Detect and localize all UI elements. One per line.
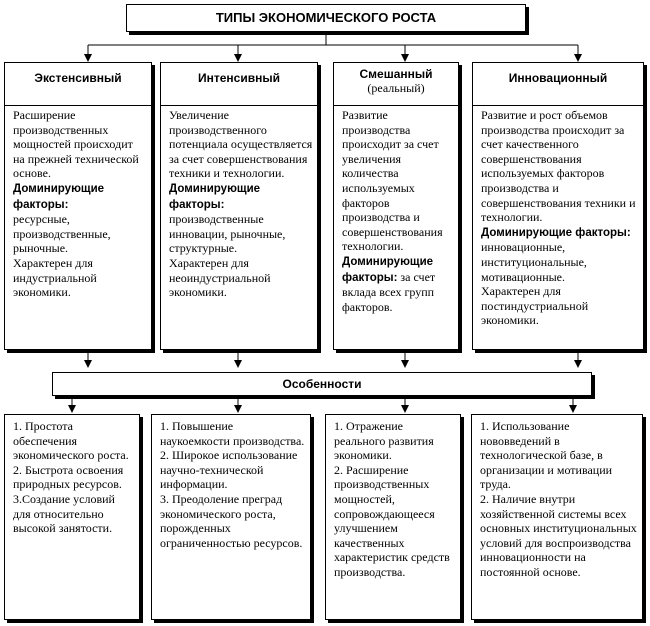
feature-item: 2. Наличие внутри хозяйственной системы всех основных институциональных условий для воспроизводства инновационности на постоянной основе. (480, 491, 637, 579)
factors-label: Доминирующие факторы: (342, 255, 434, 284)
features-card-intensive (151, 414, 311, 620)
feature-item: 3. Преодоление преград экономического роста, порожденных ограниченностью ресурсов. (160, 491, 303, 550)
features-card-mixed (325, 414, 461, 620)
diagram-title: ТИПЫ ЭКОНОМИЧЕСКОГО РОСТА (126, 4, 526, 32)
type-description-block (473, 106, 643, 330)
features-card-innovative (471, 414, 643, 620)
feature-item: 1. Использование нововведений в технологической базе, в организации и мотивации труда. (480, 419, 613, 492)
type-header (473, 63, 643, 106)
type-card-intensive (160, 62, 318, 350)
characteristic-text: Характерен для постиндустриальной экономики. (481, 284, 589, 328)
type-name: Смешанный (359, 67, 433, 81)
factors-label: Доминирующие факторы: (169, 182, 261, 211)
type-subtitle: (реальный) (367, 81, 425, 95)
factors-text: ресурсные, производственные, рыночные. (13, 212, 111, 256)
factors-text: за счет вклада всех групп факторов. (342, 269, 436, 314)
characteristic-text: Характерен для неоиндустриальной экономики. (169, 255, 271, 300)
type-description: Развитие и рост объемов производства происходит за счет качественного совершенствования используемых факторов производства и совершенствования техники и технологии. (481, 108, 636, 225)
type-name: Интенсивный (198, 71, 280, 85)
factors-label: Доминирующие факторы: (13, 182, 105, 211)
factors-text: производственные инновации, рыночные, структурные. (169, 212, 286, 256)
type-name: Инновационный (508, 71, 608, 85)
features-header: Особенности (52, 372, 592, 396)
feature-item: 3.Создание условий для относительно высокой занятости. (13, 491, 115, 536)
type-description-block (5, 106, 151, 302)
feature-item: 1. Повышение наукоемкости производства. (160, 419, 305, 448)
type-description: Увеличение производственного потенциала осуществляется за счет совершенствования техники и технологии. (169, 108, 313, 181)
type-description-block (334, 106, 458, 316)
type-description: Расширение производственных мощностей происходит на прежней технической основе. (13, 108, 139, 181)
feature-item: 1. Отражение реального развития экономики. (334, 419, 434, 463)
feature-item: 1. Простота обеспечения экономического роста. (13, 419, 129, 463)
type-description: Развитие производства происходит за счет увеличения количества используемых факторов производства и совершенствования технологии. (342, 108, 443, 254)
type-card-innovative (472, 62, 644, 350)
factors-text: инновационные, институциональные, мотивационные. (481, 240, 587, 284)
type-card-mixed (333, 62, 459, 350)
type-header (5, 63, 151, 106)
type-description-block (161, 106, 317, 302)
factors-label: Доминирующие факторы: (481, 226, 631, 239)
type-card-extensive (4, 62, 152, 350)
type-header (334, 63, 458, 106)
type-header (161, 63, 317, 106)
features-card-extensive (4, 414, 140, 620)
type-name: Экстенсивный (34, 71, 122, 85)
feature-item: 2. Расширение производственных мощностей, сопровождающееся улучшением качественных характеристик средств производства. (334, 462, 450, 579)
characteristic-text: Характерен для индустриальной экономики. (13, 255, 97, 300)
feature-item: 2. Быстрота освоения природных ресурсов. (13, 462, 124, 492)
feature-item: 2. Широкое использование научно-технической информации. (160, 448, 298, 492)
